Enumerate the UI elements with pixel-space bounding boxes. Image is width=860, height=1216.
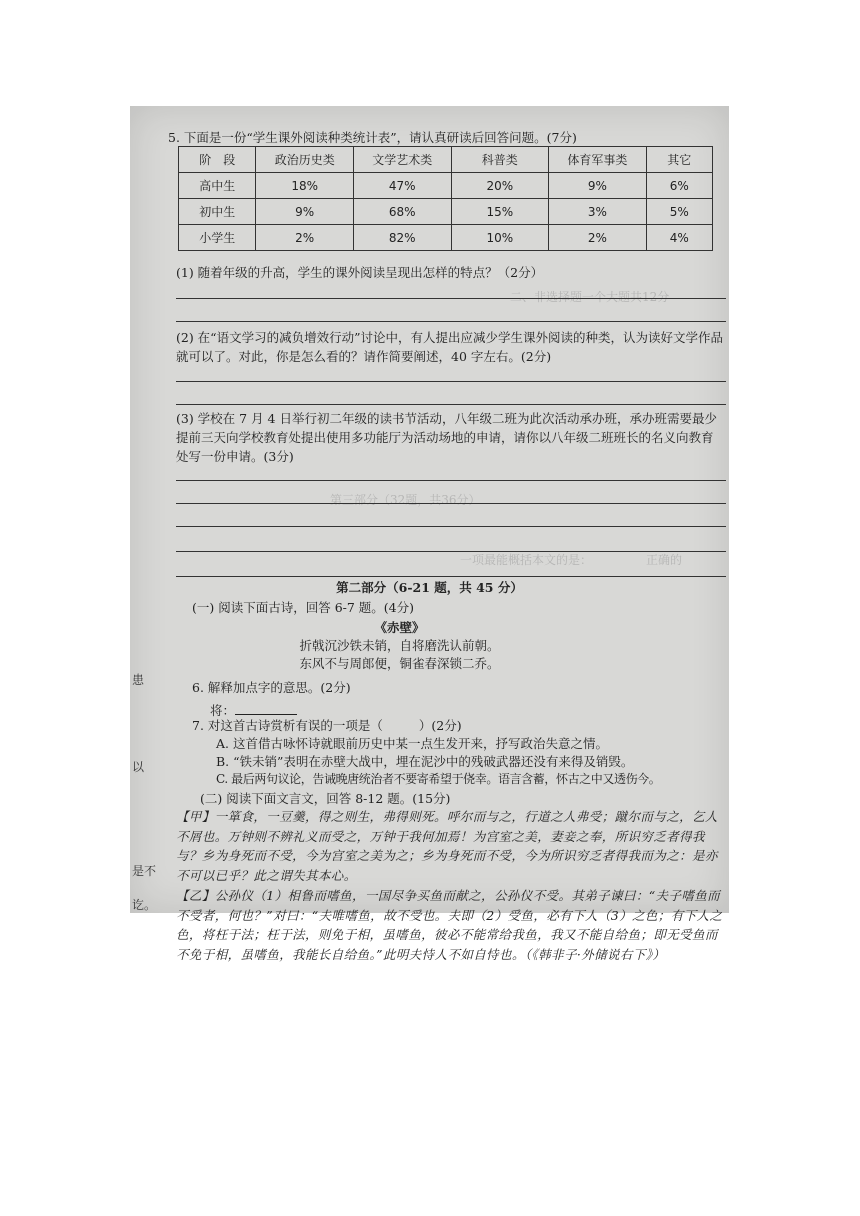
table-cell: 5% [646,199,712,225]
table-cell: 9% [549,173,647,199]
table-cell: 47% [353,173,451,199]
answer-line [176,298,726,299]
option-a: A. 这首借古咏怀诗就眼前历史中某一点生发开来，抒写政治失意之情。 [216,736,608,751]
question-7-end: ）(2分) [418,718,462,733]
margin-fragment: 患 [132,673,145,687]
option-c: C. 最后两句议论，告诫晚唐统治者不要寄希望于侥幸。语言含蓄，怀古之中又透伤今。 [216,772,661,786]
answer-line [176,404,726,405]
bleed-through-text: 第三部分（32题，共36分） [330,493,481,507]
table-cell: 2% [549,225,647,251]
question-6: 6. 解释加点字的意思。(2分) [192,680,351,695]
poem-title: 《赤壁》 [374,620,425,635]
question-5-title: 5. 下面是一份“学生课外阅读种类统计表”，请认真研读后回答问题。(7分) [168,130,577,145]
table-cell: 68% [353,199,451,225]
margin-fragment: 是不 [132,864,157,878]
table-cell: 4% [646,225,712,251]
section-2-instruction: (二) 阅读下面文言文，回答 8-12 题。(15分) [200,791,451,806]
margin-fragment: 讫。 [132,898,157,912]
table-cell: 18% [256,173,354,199]
question-7 [192,716,462,734]
question-5-3: (3) 学校在 7 月 4 日举行初二年级的读书节活动，八年级二班为此次活动承办班，承办班需要最少提前三天向学校教育处提出使用多功能厅为活动场地的申请，请你以八年级二班班长的名义向教育处写一份申请。(3分) [176,411,717,464]
table-header-cell: 其它 [646,147,712,173]
bleed-through-text: 二、非选择题一个大题共12分 [510,290,670,304]
answer-line [176,381,726,382]
table-cell: 3% [549,199,647,225]
answer-blank[interactable] [235,702,297,715]
table-cell: 20% [451,173,549,199]
answer-line [176,551,726,552]
table-cell: 高中生 [179,173,256,199]
answer-line [176,321,726,322]
table-cell: 10% [451,225,549,251]
table-header-cell: 政治历史类 [256,147,354,173]
option-b: B. “铁未销”表明在赤壁大战中，埋在泥沙中的残破武器还没有来得及销毁。 [216,754,634,769]
table-row [179,173,713,199]
question-7-stem: 7. 对这首古诗赏析有误的一项是（ [192,718,383,733]
question-6-label: 将： [210,703,236,718]
reading-statistics-table [178,146,713,251]
exam-paper [130,106,729,962]
table-header-cell: 文学艺术类 [353,147,451,173]
table-cell: 6% [646,173,712,199]
poem-line: 东风不与周郎便，铜雀春深锁二乔。 [299,656,500,671]
table-cell: 初中生 [179,199,256,225]
exam-photo [130,106,729,962]
table-header-cell: 体育军事类 [549,147,647,173]
table-cell: 15% [451,199,549,225]
passage-yi: 【乙】公孙仪（1）相鲁而嗜鱼，一国尽争买鱼而献之，公孙仪不受。其弟子谏曰：“夫子嗜鱼而不受者，何也？”对曰：“夫唯嗜鱼，故不受也。夫即（2）受鱼，必有下人（3）之色；有下人之色，将枉于法；枉于法，则免于相，虽嗜鱼，彼必不能常给我鱼，我又不能自给鱼；即无受鱼而不免于相，虽嗜鱼，我能长自给鱼。”此明夫恃人不如自恃也。（《韩非子·外储说右下》） [176,888,723,962]
question-5-2: (2) 在“语文学习的减负增效行动”讨论中，有人提出应减少学生课外阅读的种类，认为读好文学作品就可以了。对此，你是怎么看的？请作简要阐述，40 字左右。(2分) [176,330,723,364]
answer-line [176,526,726,527]
table-header-cell: 阶 段 [179,147,256,173]
margin-fragment: 以 [132,760,145,774]
table-cell: 82% [353,225,451,251]
table-header-cell: 科普类 [451,147,549,173]
section-1-instruction: (一) 阅读下面古诗，回答 6-7 题。(4分) [192,600,415,615]
table-cell: 2% [256,225,354,251]
table-row [179,199,713,225]
table-header-row [179,147,713,173]
poem-line: 折戟沉沙铁未销，自将磨洗认前朝。 [299,638,500,653]
table-cell: 小学生 [179,225,256,251]
bleed-through-text: 一项最能概括本文的是： 正确的 [460,553,683,567]
answer-line [176,480,726,481]
part-2-heading: 第二部分（6-21 题，共 45 分） [336,580,523,595]
answer-line [176,576,726,577]
table-cell: 9% [256,199,354,225]
answer-line [176,503,726,504]
table-row [179,225,713,251]
passage-jia: 【甲】一箪食，一豆羹，得之则生，弗得则死。呼尔而与之，行道之人弗受；蹴尔而与之，乞人不屑也。万钟则不辨礼义而受之，万钟于我何加焉！为宫室之美，妻妾之奉，所识穷乏者得我与？乡为身死而不受，今为宫室之美为之；乡为身死而不受，今为所识穷乏者得我而为之：是亦不可以已乎？此之谓失其本心。 [176,809,718,883]
question-5-1: (1) 随着年级的升高，学生的课外阅读呈现出怎样的特点？（2分） [176,265,544,280]
